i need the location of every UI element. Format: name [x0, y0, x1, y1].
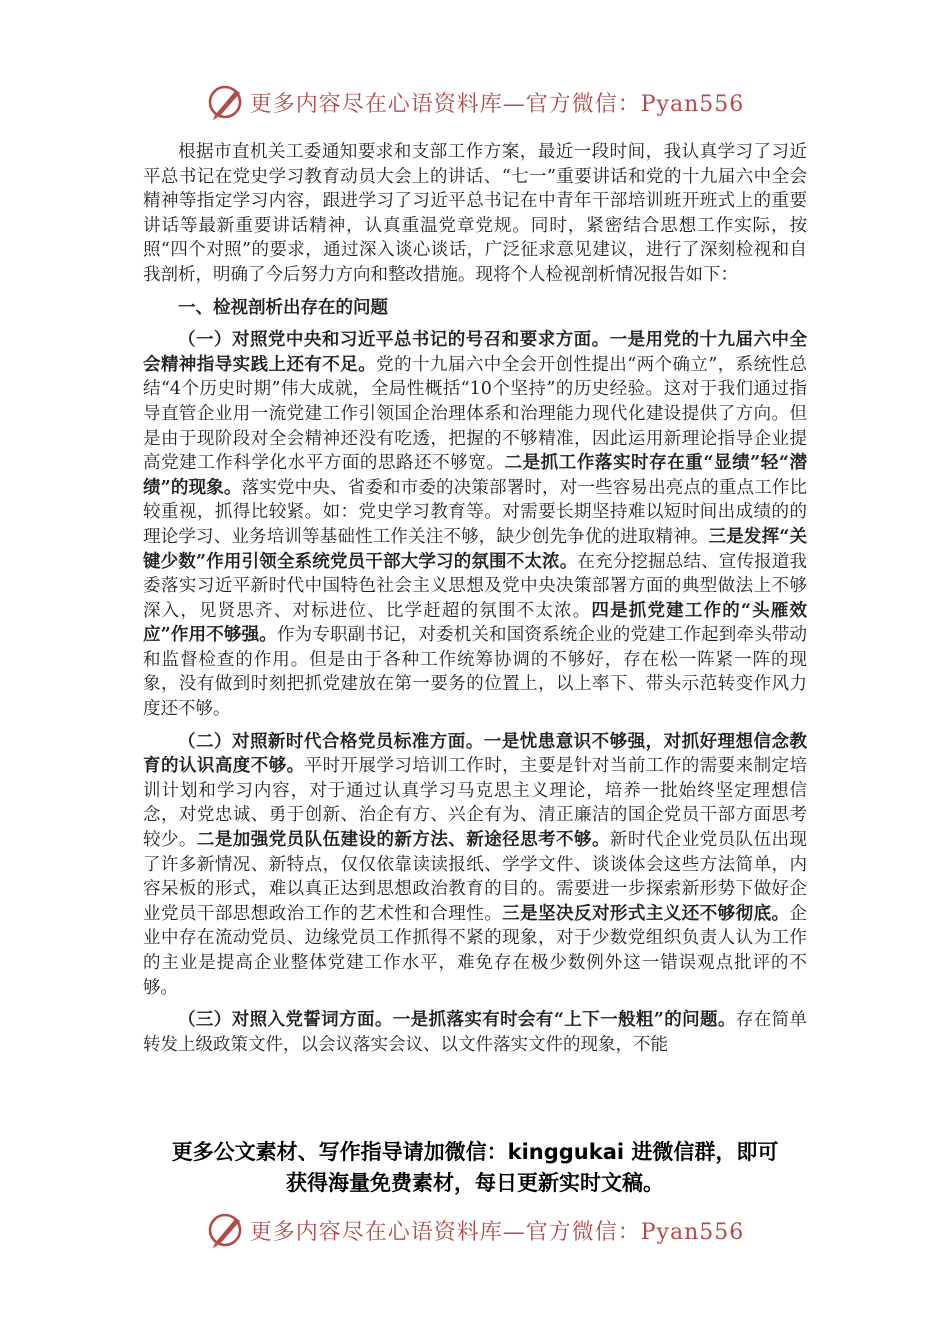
- intro-paragraph: 根据市直机关工委通知要求和支部工作方案，最近一段时间，我认真学习了习近平总书记在党史学习教育动员大会上的讲话、“七一”重要讲话和党的十九届六中全会精神等指定学习内容，跟进学习了习近平总书记在中青年干部培训班开班式上的重要讲话等最新重要讲话精神，认真重温党章党规。同时，紧密结合思想工作实际，按照“四个对照”的要求，通过深入谈心谈话，广泛征求意见建议，进行了深刻检视和自我剖析，明确了今后努力方向和整改措施。现将个人检视剖析情况报告如下：: [143, 142, 807, 285]
- body-text: 作为专职副书记，对委机关和国资系统企业的党建工作起到牵头带动和监督检查的作用。但是由于各种工作统筹协调的不够好，存在松一阵紧一阵的现象，没有做到时刻把抓党建放在第一要务的位置上，以上率下、带头示范转变作风力度还不够。: [143, 625, 807, 720]
- pen-logo-icon: [206, 1210, 246, 1250]
- paragraph-3: [143, 1008, 807, 1057]
- watermark-bottom: [0, 1210, 950, 1250]
- body-text: 党的十九届六中全会开创性提出“两个确立”，系统性总结“4个历史时期”伟大成就，全局性概括“10个坚持”的历史经验。这对于我们通过指导直管企业用一流党建工作引领国企治理体系和治理能力现代化建设提供了方向。但是由于现阶段对全会精神还没有吃透，把握的不够精准，因此运用新理论指导企业提高党建工作科学化水平方面的思路还不够宽。: [143, 354, 807, 474]
- bold-text: （二）对照新时代合格党员标准方面。一是忧患意识不够强，对抓好理想信念教育的认识高度不够。: [143, 731, 807, 777]
- bold-text: （一）对照党中央和习近平总书记的号召和要求方面。一是用党的十九届六中全会精神指导实践上还有不足。: [143, 330, 807, 375]
- bold-text: 四是抓党建工作的“头雁效应”作用不够强。: [143, 600, 807, 646]
- body-text: 落实党中央、省委和市委的决策部署时，对一些容易出亮点的重点工作比较重视，抓得比较紧。如：党史学习教育等。对需要长期坚持难以短时间出成绩的的理论学习、业务培训等基础性工作关注不够，缺少创先争优的进取精神。: [143, 477, 807, 547]
- section-heading: 一、检视剖析出存在的问题: [178, 297, 388, 318]
- promo-line-1: 更多公文素材、写作指导请加微信：kinggukai 进微信群，即可: [171, 1140, 779, 1164]
- promo-banner: [100, 1137, 850, 1199]
- watermark-top: [0, 82, 950, 122]
- bold-text: 二是抓工作落实时存在重“显绩”轻“潜绩”的现象。: [143, 453, 807, 498]
- body-text: 在充分挖掘总结、宣传报道我委落实习近平新时代中国特色社会主义思想及党中央决策部署方面的典型做法上不够深入，见贤思齐、对标进位、比学赶超的氛围不太浓。: [143, 551, 807, 621]
- bold-text: 三是发挥“关键少数”作用引领全系统党员干部大学习的氛围不太浓。: [143, 526, 807, 572]
- paragraph-2: [143, 730, 807, 1001]
- promo-line-2: 获得海量免费素材，每日更新实时文稿。: [286, 1171, 664, 1195]
- bold-text: （三）对照入党誓词方面。一是抓落实有时会有“上下一般粗”的问题。: [178, 1010, 736, 1031]
- watermark-text: 更多内容尽在心语资料库—官方微信：Pyan556: [249, 1219, 745, 1245]
- paragraph-1: [143, 328, 807, 722]
- pen-logo-icon: [206, 82, 246, 122]
- bold-text: 三是坚决反对形式主义还不够彻底。: [502, 903, 790, 924]
- body-text: 平时开展学习培训工作时，主要是针对当前工作的需要来制定培训计划和学习内容，对于通过认真学习马克思主义理论，培养一批始终坚定理想信念，对党忠诚、勇于创新、治企有方、兴企有为、清正廉洁的国企党员干部方面思考较少。: [143, 756, 807, 851]
- body-text: 新时代企业党员队伍出现了许多新情况、新特点，仅仅依靠读读报纸、学学文件、谈谈体会这些方法简单，内容呆板的形式，难以真正达到思想政治教育的目的。需要进一步探索新形势下做好企业党员干部思想政治工作的艺术性和合理性。: [143, 830, 808, 924]
- watermark-text: 更多内容尽在心语资料库—官方微信：Pyan556: [249, 91, 745, 117]
- document-body: [143, 140, 807, 1057]
- body-text: 存在简单转发上级政策文件，以会议落实会议、以文件落实文件的现象，不能: [143, 1010, 808, 1055]
- body-text: 企业中存在流动党员、边缘党员工作抓得不紧的现象，对于少数党组织负责人认为工作的主业是提高企业整体党建工作水平，难免存在极少数例外这一错误观点批评的不够。: [143, 903, 808, 998]
- bold-text: 二是加强党员队伍建设的新方法、新途径思考不够。: [196, 830, 610, 851]
